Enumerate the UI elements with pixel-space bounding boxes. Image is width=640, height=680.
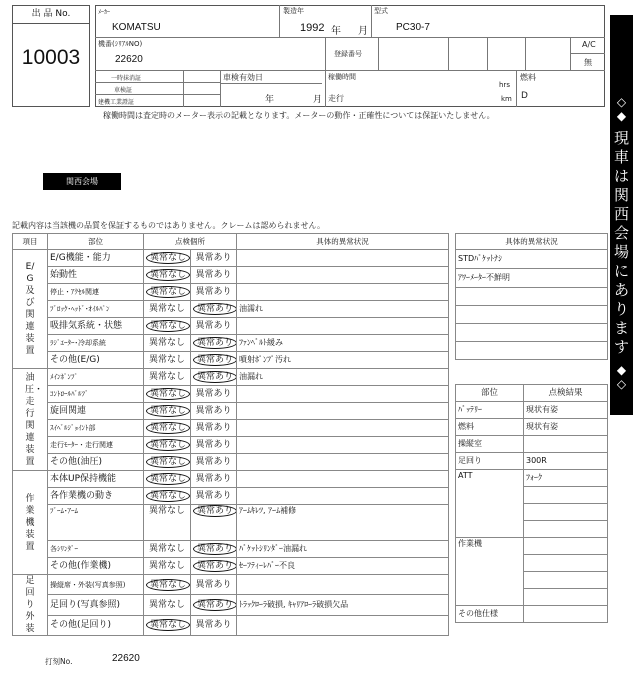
detail-cell [237,437,449,454]
circled-option-label: 異常なし [146,286,190,298]
results-value [524,436,608,453]
part-cell: 始動性 [48,267,144,284]
part-cell: 足回り(写真参照) [48,595,144,615]
detail-cell [237,284,449,301]
option-abnormality [191,454,237,471]
option-abnormality [191,403,237,420]
option-abnormality [191,318,237,335]
part-cell: その他(E/G) [48,352,144,369]
header-category: 項目 [13,234,48,250]
stamp-label: 打刻No. [45,657,73,666]
circled-option-label: 異常なし [146,456,190,468]
option-label: 異常あり [195,474,232,484]
option-no-abnormality [144,250,191,267]
category-cell [13,471,48,575]
lot-number: 10003 [21,46,81,69]
detail-cell [237,615,449,635]
option-abnormality [191,301,237,318]
detail-cell [237,267,449,284]
inspection-month-unit: 月 [313,94,323,104]
option-abnormality [191,488,237,505]
category-cell [13,369,48,471]
part-cell: ﾗｼﾞｴｰﾀｰ･冷却系統 [48,335,144,352]
option-label: 異常あり [195,270,232,280]
cert-vehicle-inspection: 車検証 [114,87,133,94]
part-cell: 各ｼﾘﾝﾀﾞｰ [48,541,144,558]
notes-row [456,324,608,342]
circled-option-label: 異常なし [146,388,190,400]
header-detail: 具体的異常状況 [237,234,449,250]
option-label: 異常あり [195,440,232,450]
table-row [13,284,449,301]
location-banner-text: 現車は関西会場にあります [613,129,629,356]
part-cell: ﾌﾞｰﾑ･ｱｰﾑ [48,505,144,541]
option-label: 異常なし [148,561,185,571]
detail-cell [237,575,449,595]
part-cell: 停止・ｱｸｾﾙ関連 [48,284,144,301]
table-row [13,352,449,369]
model-value: PC30-7 [396,22,430,33]
model-label: 型式 [374,7,388,15]
circled-option-label: 異常なし [146,579,190,591]
detail-cell [237,403,449,420]
detail-cell: ｱｰﾑｷﾚﾂ, ｱｰﾑ補修 [237,505,449,541]
hour-meter-note: 稼働時間は査定時のメーター表示の記載となります。メーターの動作・正確性については保証いたしません。 [103,111,495,120]
results-part: 燃料 [456,419,524,436]
part-cell: その他(作業機) [48,558,144,575]
part-cell: 本体UP保持機能 [48,471,144,488]
lot-box [12,5,90,107]
diamond-filled-icon: ◆ [616,109,627,123]
option-label: 異常なし [148,372,185,382]
results-value [524,538,608,555]
table-row [13,386,449,403]
option-label: 異常なし [148,338,185,348]
option-no-abnormality [144,454,191,471]
inspection-year-unit: 年 [265,94,275,104]
option-no-abnormality [144,558,191,575]
option-label: 異常なし [148,599,185,610]
venue-badge: 関西会場 [43,173,121,190]
results-value [524,487,608,504]
table-row [13,267,449,284]
option-label: 異常なし [148,304,185,314]
results-value [524,589,608,606]
option-no-abnormality [144,505,191,541]
detail-cell [237,488,449,505]
option-label: 異常なし [148,506,185,516]
part-cell: ｺﾝﾄﾛｰﾙﾊﾞﾙﾌﾞ [48,386,144,403]
detail-cell: ｾｰﾌﾃｨｰﾚﾊﾞｰ不良 [237,558,449,575]
option-abnormality [191,595,237,615]
table-row [13,558,449,575]
table-row [13,541,449,558]
option-no-abnormality [144,267,191,284]
category-cell [13,250,48,369]
option-label: 異常あり [195,406,232,416]
detail-cell: ﾄﾗｯｸﾛｰﾗ破損, ｷｬﾘｱﾛｰﾗ破損欠品 [237,595,449,615]
circled-option-label: 異常なし [146,269,190,281]
option-abnormality [191,335,237,352]
table-row [13,301,449,318]
part-cell: 各作業機の動き [48,488,144,505]
part-cell: 走行ﾓｰﾀｰ・走行関連 [48,437,144,454]
option-abnormality [191,615,237,635]
notes-row: ｱﾜｰﾒｰﾀｰ不鮮明 [456,269,608,288]
option-no-abnormality [144,575,191,595]
detail-cell [237,454,449,471]
hours-unit: hrs [499,81,510,89]
option-no-abnormality [144,471,191,488]
cert-temporary-deregistration: 一時抹消証 [111,75,142,82]
notes-header: 具体的異常状況 [456,234,608,250]
option-abnormality [191,284,237,301]
year-label: 製造年 [283,7,304,15]
table-row [13,318,449,335]
detail-cell [237,386,449,403]
table-row [13,595,449,615]
detail-cell: ﾊﾞｹｯﾄｼﾘﾝﾀﾞｰ油漏れ [237,541,449,558]
travel-label: 走行 [328,94,344,103]
option-no-abnormality [144,488,191,505]
table-row [13,437,449,454]
option-abnormality [191,541,237,558]
month-unit: 月 [358,26,368,37]
maker-label: ﾒｰｶｰ [98,9,111,16]
header-check: 点検個所 [144,234,237,250]
option-no-abnormality [144,437,191,454]
circled-option-label: 異常あり [193,505,237,517]
option-label: 異常あり [195,491,232,501]
part-cell: E/G機能・能力 [48,250,144,267]
notes-row [456,342,608,360]
circled-option-label: 異常なし [146,619,190,631]
detail-cell [237,471,449,488]
circled-option-label: 異常あり [193,599,237,611]
option-no-abnormality [144,615,191,635]
hours-label: 稼働時間 [328,73,356,81]
notes-row [456,306,608,324]
circled-option-label: 異常なし [146,320,190,332]
results-part: 足回り [456,453,524,470]
part-cell: ﾌﾞﾛｯｸ･ﾍｯﾄﾞ･ｵｲﾙﾊﾟﾝ [48,301,144,318]
circled-option-label: 異常なし [146,473,190,485]
detail-cell: 噴射ﾎﾟﾝﾌﾟ汚れ [237,352,449,369]
table-row [13,471,449,488]
option-no-abnormality [144,386,191,403]
results-value [524,521,608,538]
option-abnormality [191,471,237,488]
results-part-att: ATT [456,470,524,538]
cert-construction-machine: 建機工業證証 [98,99,135,106]
stamp-value: 22620 [112,653,140,664]
detail-cell: ﾌｧﾝﾍﾞﾙﾄ緩み [237,335,449,352]
option-abnormality [191,505,237,541]
option-label: 異常あり [195,423,232,433]
table-row [13,403,449,420]
circled-option-label: 異常あり [193,303,237,315]
option-label: 異常あり [195,287,232,297]
table-row [13,335,449,352]
table-row [13,250,449,267]
results-part-other: その他仕様 [456,606,524,623]
serial-value: 22620 [115,54,143,65]
results-part: 操縦室 [456,436,524,453]
option-no-abnormality [144,595,191,615]
option-abnormality [191,352,237,369]
header-part: 部位 [48,234,144,250]
travel-unit: km [501,95,512,103]
option-label: 異常あり [195,579,232,590]
location-banner [610,15,633,415]
table-row [13,454,449,471]
results-value: 300R [524,453,608,470]
option-abnormality [191,575,237,595]
option-label: 異常あり [195,321,232,331]
circled-option-label: 異常なし [146,439,190,451]
part-cell: ｽｲﾍﾞﾙｼﾞｮｲﾝﾄ部 [48,420,144,437]
notes-row [456,288,608,306]
option-label: 異常あり [195,253,232,263]
option-no-abnormality [144,403,191,420]
option-abnormality [191,250,237,267]
option-abnormality [191,386,237,403]
option-abnormality [191,558,237,575]
detail-cell [237,250,449,267]
option-label: 異常あり [195,620,232,631]
table-row [13,505,449,541]
table-row [13,575,449,595]
detail-cell [237,318,449,335]
fuel-label: 燃料 [520,73,536,82]
category-cell [13,575,48,636]
option-no-abnormality [144,335,191,352]
results-value [524,606,608,623]
option-no-abnormality [144,420,191,437]
detail-cell [237,420,449,437]
part-cell: その他(足回り) [48,615,144,635]
reg-label: 登録番号 [334,50,362,58]
category-label: 足回り外装 [25,576,35,634]
fuel-value: D [521,91,528,101]
option-label: 異常あり [195,457,232,467]
circled-option-label: 異常なし [146,252,190,264]
detail-cell: 油濡れ [237,301,449,318]
part-cell: 旋回関連 [48,403,144,420]
category-label: 油圧・走行関連装置 [25,372,44,467]
circled-option-label: 異常あり [193,337,237,349]
circled-option-label: 異常なし [146,405,190,417]
detail-cell: 油漏れ [237,369,449,386]
notes-row: STDﾊﾞｹｯﾄﾅｼ [456,250,608,269]
table-row [13,420,449,437]
serial-label: 機番(ｼﾘｱﾙNO) [98,40,143,48]
diamond-outline-icon: ◇ [616,95,627,109]
circled-option-label: 異常なし [146,490,190,502]
option-no-abnormality [144,352,191,369]
ac-label: A/C [582,40,596,49]
option-no-abnormality [144,369,191,386]
diamond-filled-icon: ◆ [616,363,627,377]
maker-value: KOMATSU [112,22,161,33]
notes-table [455,233,608,360]
category-label: 作業機装置 [25,493,35,552]
option-label: 異常あり [195,389,232,399]
option-label: 異常なし [148,544,185,554]
year-value: 1992 [300,22,325,34]
inspection-table [12,233,449,636]
results-part-work: 作業機 [456,538,524,606]
option-no-abnormality [144,318,191,335]
option-abnormality [191,267,237,284]
circled-option-label: 異常あり [193,560,237,572]
diamond-outline-icon: ◇ [616,377,627,391]
results-header-result: 点検結果 [524,385,608,402]
option-abnormality [191,369,237,386]
table-row [13,615,449,635]
category-label: E/G及び関連装置 [25,262,35,356]
lot-label: 出 品 No. [13,6,89,24]
year-unit: 年 [331,26,341,37]
results-table [455,384,608,623]
results-value [524,504,608,521]
circled-option-label: 異常あり [193,371,237,383]
option-no-abnormality [144,301,191,318]
circled-option-label: 異常なし [146,422,190,434]
circled-option-label: 異常あり [193,543,237,555]
inspection-label: 車検有効日 [223,73,263,82]
part-cell: その他(油圧) [48,454,144,471]
table-row [13,488,449,505]
results-value [524,555,608,572]
circled-option-label: 異常あり [193,354,237,366]
part-cell: 操縦席・外装(写真参照) [48,575,144,595]
results-value [524,572,608,589]
results-part: ﾊﾞｯﾃﾘｰ [456,402,524,419]
ac-value: 無 [584,58,592,67]
table-row [13,369,449,386]
results-value: ﾌｫｰｸ [524,470,608,487]
option-abnormality [191,437,237,454]
option-no-abnormality [144,284,191,301]
results-header-part: 部位 [456,385,524,402]
results-value: 現状有姿 [524,419,608,436]
option-no-abnormality [144,541,191,558]
part-cell: 吸排気系統・状態 [48,318,144,335]
results-value: 現状有姿 [524,402,608,419]
part-cell: ﾒｲﾝﾎﾟﾝﾌﾟ [48,369,144,386]
option-label: 異常なし [148,355,185,365]
disclaimer: 記載内容は当該機の品質を保証するものではありません。クレームは認められません。 [12,221,325,230]
option-abnormality [191,420,237,437]
